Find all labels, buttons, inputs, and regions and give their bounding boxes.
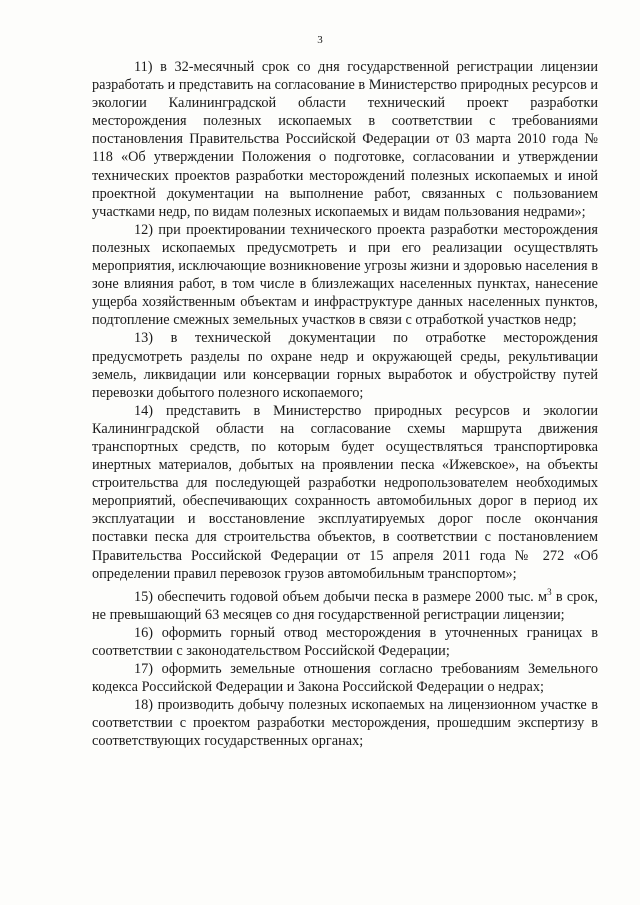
paragraph-item-16: 16) оформить горный отвод месторождения в уточненных границах в соответствии с законодательством Российской Федерации; — [92, 624, 598, 659]
paragraph-item-13: 13) в технической документации по отработке месторождения предусмотреть разделы по охране недр и окружающей среды, рекультивации земель, ликвидации или консервации горных выработок и обустройству путей перевозки добытого полезного ископаемого; — [92, 330, 598, 401]
paragraph-item-14: 14) представить в Министерство природных ресурсов и экологии Калининградской области на согласование схемы маршрута движения транспортных средств, по которым будет осуществляться транспортировка инертных материалов, добытых на проявлении песка «Ижевское», на объекты строительства для последующей разработки недропользователем необходимых мероприятий, обеспечивающих сохранность автомобильных дорог в период их эксплуатации и восстановление эксплуатируемых дорог после окончания поставки песка для строительства объектов, в соответствии с постановлением Правительства Российской Федерации от 15 апреля 2011 года № 272 «Об определении правил перевозок грузов автомобильным транспортом»; — [92, 402, 598, 582]
paragraph-item-15-text-after: в срок, не превышающий 63 месяцев со дня государственной регистрации лицензии; — [92, 588, 598, 623]
paragraph-item-15-text-before: 15) обеспечить годовой объем добычи песка в размере 2000 тыс. м — [134, 588, 548, 605]
cubic-superscript: 3 — [547, 586, 552, 597]
paragraph-item-17: 17) оформить земельные отношения согласно требованиям Земельного кодекса Российской Федерации и Закона Российской Федерации о недрах; — [92, 660, 598, 695]
document-body — [92, 58, 598, 750]
paragraph-item-11: 11) в 32-месячный срок со дня государственной регистрации лицензии разработать и представить на согласование в Министерство природных ресурсов и экологии Калининградской области технический проект разработки месторождения полезных ископаемых в соответствии с требованиями постановления Правительства Российской Федерации от 03 марта 2010 года № 118 «Об утверждении Положения о подготовке, согласовании и утверждении технических проектов разработки месторождений полезных ископаемых и иной проектной документации на выполнение работ, связанных с пользованием участками недр, по видам полезных ископаемых и видам пользования недрами»; — [92, 59, 598, 220]
paragraph-item-15 — [92, 583, 598, 624]
paragraph-item-12: 12) при проектировании технического проекта разработки месторождения полезных ископаемых предусмотреть и при его реализации осуществлять мероприятия, исключающие возникновение угрозы жизни и здоровью населения в зоне влияния работ, в том числе в близлежащих населенных пунктах, нанесение ущерба хозяйственным объектам и инфраструктуре данных населенных пунктов, подтопление смежных земельных участков в связи с отработкой участков недр; — [92, 221, 598, 329]
page-number: 3 — [317, 34, 323, 46]
paragraph-item-18: 18) производить добычу полезных ископаемых на лицензионном участке в соответствии с проектом разработки месторождения, прошедшим экспертизу в соответствующих государственных органах; — [92, 697, 598, 750]
